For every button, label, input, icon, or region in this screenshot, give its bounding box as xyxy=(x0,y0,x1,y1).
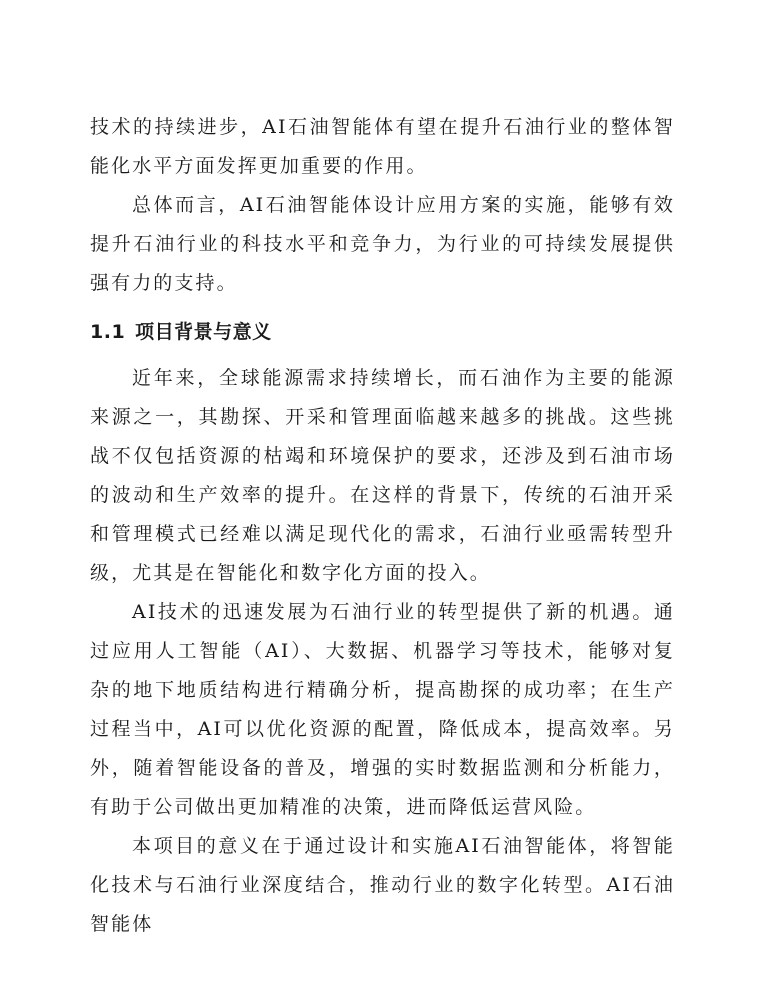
section-title: 项目背景与意义 xyxy=(135,321,272,343)
section-number: 1.1 xyxy=(90,321,126,343)
paragraph-ai-opportunity: AI技术的迅速发展为石油行业的转型提供了新的机遇。通过应用人工智能（AI）、大数据、机器学习等技术，能够对复杂的地下地质结构进行精确分析，提高勘探的成功率；在生产过程当中，AI可以优化资源的配置，降低成本，提高效率。另外，随着智能设备的普及，增强的实时数据监测和分析能力，有助于公司做出更加精准的决策，进而降低运营风险。 xyxy=(90,601,675,818)
document-page xyxy=(90,108,675,944)
section-heading xyxy=(90,317,675,347)
paragraph-continuation: 技术的持续进步，AI石油智能体有望在提升石油行业的整体智能化水平方面发挥更加重要的作用。 xyxy=(90,116,675,177)
paragraph-significance: 本项目的意义在于通过设计和实施AI石油智能体，将智能化技术与石油行业深度结合，推动行业的数字化转型。AI石油智能体 xyxy=(90,835,675,935)
paragraph-background: 近年来，全球能源需求持续增长，而石油作为主要的能源来源之一，其勘探、开采和管理面临越来越多的挑战。这些挑战不仅包括资源的枯竭和环境保护的要求，还涉及到石油市场的波动和生产效率的提升。在这样的背景下，传统的石油开采和管理模式已经难以满足现代化的需求，石油行业亟需转型升级，尤其是在智能化和数字化方面的投入。 xyxy=(90,367,675,584)
paragraph-summary: 总体而言，AI石油智能体设计应用方案的实施，能够有效提升石油行业的科技水平和竞争力，为行业的可持续发展提供强有力的支持。 xyxy=(90,194,675,294)
